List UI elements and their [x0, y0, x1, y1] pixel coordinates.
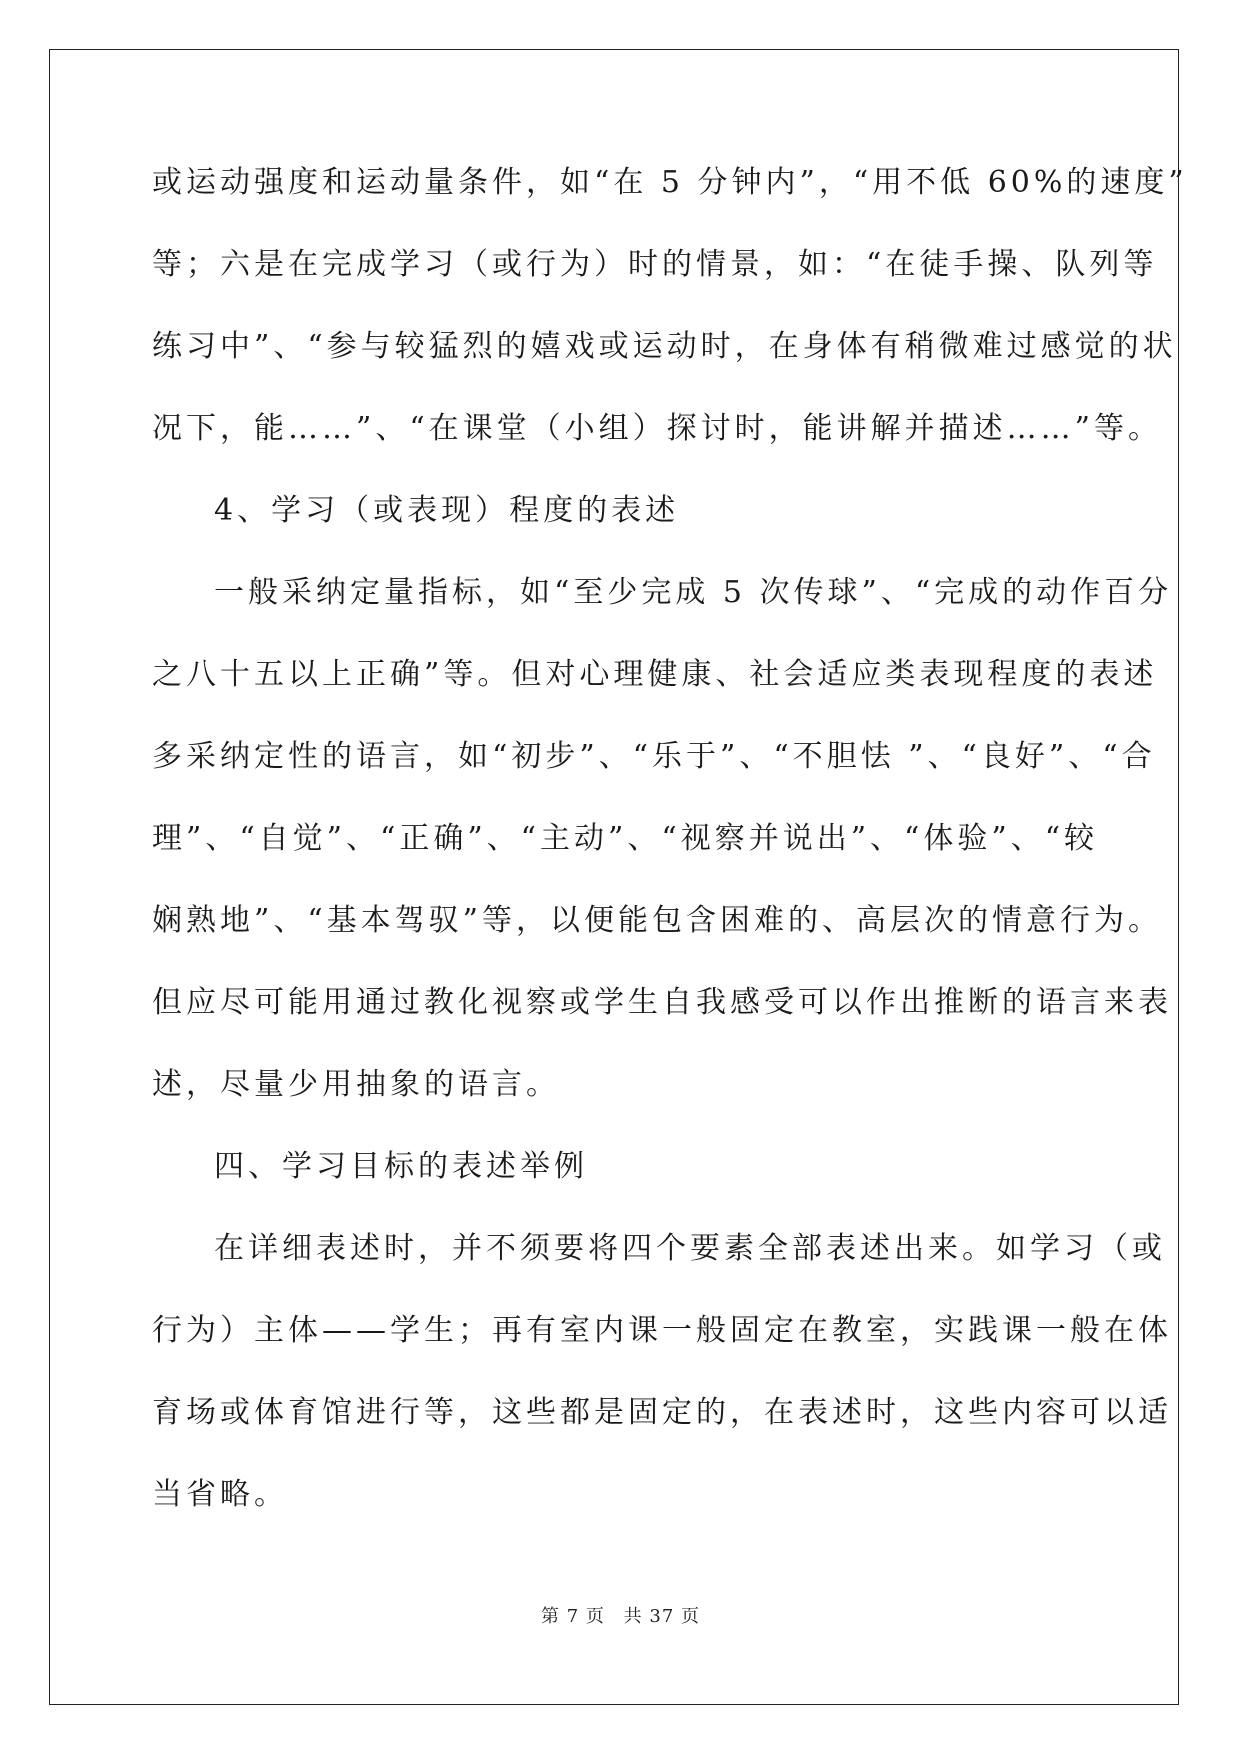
document-body: [152, 158, 1188, 1552]
section-heading: 四、学习目标的表述举例: [214, 1149, 588, 1184]
text-line: 况下，能……”、“在课堂（小组）探讨时，能讲解并描述……”等。: [152, 411, 1163, 446]
text-line: 娴熟地”、“基本驾驭”等，以便能包含困难的、高层次的情意行为。: [152, 903, 1163, 938]
text-line: 理”、“自觉”、“正确”、“主动”、“视察并说出”、“体验”、“较: [152, 821, 1099, 856]
text-line: 多采纳定性的语言，如“初步”、“乐于”、“不胆怯 ”、“良好”、“合: [152, 739, 1156, 774]
text-line: 练习中”、“参与较猛烈的嬉戏或运动时，在身体有稍微难过感觉的状: [152, 329, 1177, 364]
text-line: 等；六是在完成学习（或行为）时的情景，如：“在徒手操、队列等: [152, 247, 1158, 282]
text-line: 之八十五以上正确”等。但对心理健康、社会适应类表现程度的表述: [152, 657, 1158, 692]
text-line: 述，尽量少用抽象的语言。: [152, 1067, 560, 1102]
page-total: 共 37 页: [623, 1606, 700, 1627]
page-footer: [0, 1602, 1241, 1628]
section-heading: 4、学习（或表现）程度的表述: [214, 493, 680, 528]
text-line: 或运动强度和运动量条件，如“在 5 分钟内”，“用不低 60%的速度”: [152, 165, 1188, 200]
text-line: 但应尽可能用通过教化视察或学生自我感受可以作出推断的语言来表: [152, 985, 1172, 1020]
page-number: 第 7 页: [541, 1606, 605, 1627]
text-line: 育场或体育馆进行等，这些都是固定的，在表述时，这些内容可以适: [152, 1395, 1172, 1430]
paragraph-start: 在详细表述时，并不须要将四个要素全部表述出来。如学习（或: [214, 1231, 1166, 1266]
text-line: 当省略。: [152, 1477, 288, 1512]
paragraph-start: 一般采纳定量指标，如“至少完成 5 次传球”、“完成的动作百分: [214, 575, 1173, 610]
text-line: 行为）主体——学生；再有室内课一般固定在教室，实践课一般在体: [152, 1313, 1172, 1348]
